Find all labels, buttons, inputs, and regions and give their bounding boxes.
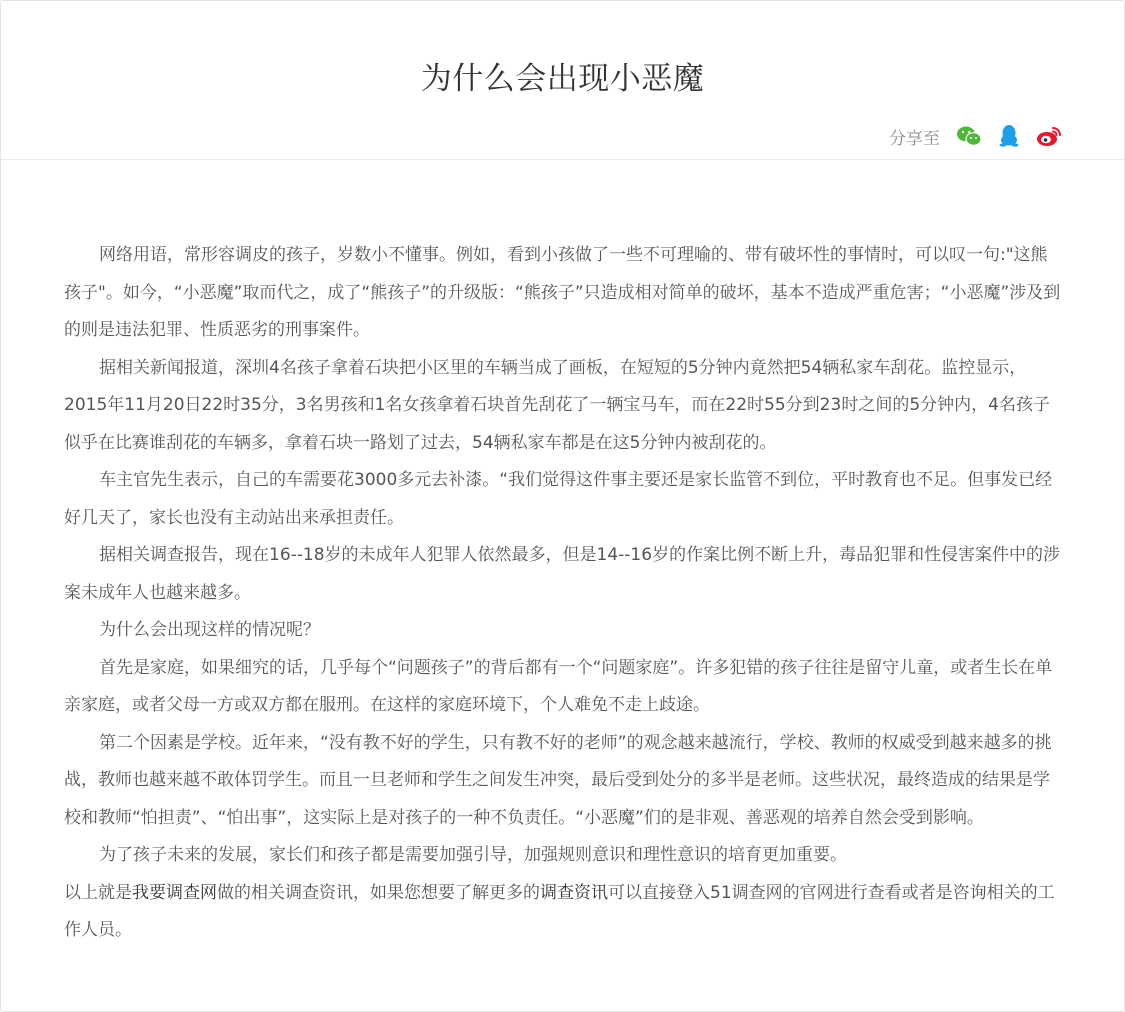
paragraph: 网络用语，常形容调皮的孩子，岁数小不懂事。例如，看到小孩做了一些不可理喻的、带有破坏性的事情时，可以叹一句:"这熊孩子"。如今，“小恶魔”取而代之，成了“熊孩子”的升级版：“熊孩子”只造成相对简单的破坏，基本不造成严重危害；“小恶魔”涉及到的则是违法犯罪、性质恶劣的刑事案件。 bbox=[64, 245, 1061, 340]
article-header bbox=[1, 1, 1124, 160]
share-bar bbox=[889, 123, 1062, 149]
qq-icon[interactable] bbox=[996, 123, 1022, 149]
share-label: 分享至 bbox=[889, 128, 940, 149]
paragraph: 车主官先生表示，自己的车需要花3000多元去补漆。“我们觉得这件事主要还是家长监管不到位，平时教育也不足。但事发已经好几天了，家长也没有主动站出来承担责任。 bbox=[64, 470, 1053, 528]
footer-middle: 做的相关调查资讯，如果您想要了解更多的 bbox=[217, 882, 540, 903]
page-title: 为什么会出现小恶魔 bbox=[420, 61, 705, 97]
survey-info-link[interactable]: 调查资讯 bbox=[540, 882, 608, 903]
paragraph: 为了孩子未来的发展，家长们和孩子都是需要加强引导，加强规则意识和理性意识的培育更加重要。 bbox=[99, 845, 847, 865]
wechat-icon[interactable] bbox=[956, 123, 982, 149]
site-link[interactable]: 我要调查网 bbox=[132, 882, 217, 903]
article-body bbox=[64, 237, 1064, 950]
paragraph: 第二个因素是学校。近年来，“没有教不好的学生，只有教不好的老师”的观念越来越流行，学校、教师的权威受到越来越多的挑战，教师也越来越不敢体罚学生。而且一旦老师和学生之间发生冲突，最后受到处分的多半是老师。这些状况，最终造成的结果是学校和教师“怕担责”、“怕出事”，这实际上是对孩子的一种不负责任。“小恶魔”们的是非观、善恶观的培养自然会受到影响。 bbox=[64, 732, 1052, 828]
paragraph: 据相关新闻报道，深圳4名孩子拿着石块把小区里的车辆当成了画板，在短短的5分钟内竟然把54辆私家车刮花。监控显示，2015年11月20日22时35分，3名男孩和1名女孩拿着石块首先刮花了一辆宝马车，而在22时55分到23时之间的5分钟内，4名孩子似乎在比赛谁刮花的车辆多，拿着石块一路划了过去，54辆私家车都是在这5分钟内被刮花的。 bbox=[64, 357, 1050, 453]
footer-suffix: 可以直接登入51调查网的官网进行查看或者是咨询相关的工作人员。 bbox=[64, 882, 1055, 940]
footer-prefix: 以上就是 bbox=[64, 882, 132, 903]
weibo-icon[interactable] bbox=[1036, 123, 1062, 149]
paragraph: 据相关调查报告，现在16--18岁的未成年人犯罪人依然最多，但是14--16岁的作案比例不断上升，毒品犯罪和性侵害案件中的涉案未成年人也越来越多。 bbox=[64, 545, 1061, 603]
paragraph: 首先是家庭，如果细究的话，几乎每个“问题孩子”的背后都有一个“问题家庭”。许多犯错的孩子往往是留守儿童，或者生长在单亲家庭，或者父母一方或双方都在服刑。在这样的家庭环境下，个人难免不走上歧途。 bbox=[64, 657, 1053, 715]
footer-note bbox=[64, 875, 1064, 950]
paragraph: 为什么会出现这样的情况呢？ bbox=[99, 620, 320, 640]
